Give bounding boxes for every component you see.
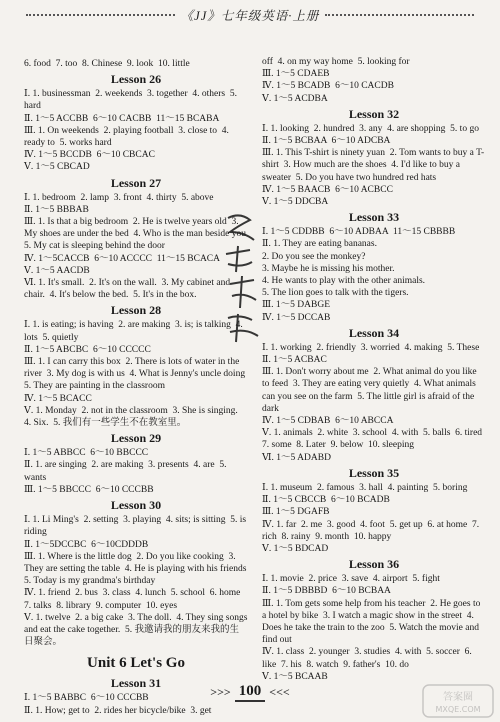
answer-line: Ⅳ. 1～5 BCACC [24,393,92,404]
answer-line: Ⅲ. 1. Don't worry about me 2. What animal do you like to feed 3. They are eating very quietly 4. What animals can you see on the farm 5. The little girl is afraid of the dark [262,367,480,414]
answer-line: Ⅲ. 1. Where is the little dog 2. Do you like cooking 3. They are setting the table 4. He is playing with his friends 5. Today is my grandma's birthday [24,551,252,587]
answer-line: off 4. on my way home 5. looking for [262,57,410,67]
answer-line: Ⅳ. 1. far 2. me 3. good 4. foot 5. get up 6. at home 7. rich 8. rainy 9. month 10. happy [262,519,482,542]
answer-line: Ⅴ. 1～5 AACDB [24,265,90,276]
answer-line: Ⅰ. 1. Li Ming's 2. setting 3. playing 4. sits; is sitting 5. is riding [24,515,249,538]
answer-line: Ⅰ. 1. museum 2. famous 3. hall 4. painting 5. boring [262,482,468,493]
header-rule-left [26,14,175,16]
lesson-heading: Lesson 26 [110,72,162,87]
header-title: 《JJ》七年级英语·上册 [180,9,320,23]
answer-line: Ⅴ. 1～5 ACDBA [262,93,328,104]
answer-line: Ⅱ. 1～5 BBBAB [24,204,89,215]
lesson-heading: Lesson 31 [110,676,162,691]
answer-line: 2. Do you see the monkey? [262,251,366,262]
answer-line: Ⅱ. 1. They are eating bananas. [262,239,377,250]
lesson-heading: Lesson 36 [348,557,400,572]
answer-line: Ⅳ. 1～5CACCB 6～10 ACCCC 11～15 BCACA [24,253,221,264]
lesson-heading: Lesson 27 [110,175,162,190]
footer-arrows-left: >>> [210,685,231,699]
answer-line: Ⅵ. 1～5 ADABD [262,452,331,463]
unit-title: Unit 6 Let's Go [87,655,185,672]
answer-line: Ⅴ. 1～5 BDCAD [262,543,329,554]
answer-line: Ⅱ. 1～5 ACCBB 6～10 CACBB 11～15 BCABA [24,113,220,124]
footer-arrows-right: <<< [269,685,290,699]
answer-line: Ⅱ. 1～5 ACBAC [262,355,327,366]
answer-line: Ⅵ. 1. It's small. 2. It's on the wall. 3. My cabinet and chair. 4. It's below the bed. 5. It's in the box. [24,278,233,301]
answer-line: 5. The lion goes to talk with the tigers. [262,288,409,299]
answer-line: Ⅳ. 1～5 BCCDB 6～10 CBCAC [24,150,155,161]
answer-line: Ⅱ. 1. are singing 2. are making 3. presents 4. are 5. wants [24,460,229,483]
answer-line: Ⅰ. 1～5 CDDBB 6～10 ADBAA 11～15 CBBBB [262,227,456,238]
svg-text:MXQE.COM: MXQE.COM [435,705,481,714]
answer-line: Ⅱ. 1. How; get to 2. rides her bicycle/bike 3. get [24,705,212,716]
answer-line: Ⅴ. 1～5 CBCAD [24,162,90,173]
answer-line: Ⅰ. 1. bedroom 2. lamp 3. front 4. thirty 5. above [24,192,214,203]
answer-line: Ⅳ. 1～5 CDBAB 6～10 ABCCA [262,416,394,427]
answer-line: Ⅳ. 1～5 BAACB 6～10 ACBCC [262,184,393,195]
header-rule-right [325,14,474,16]
answer-line: Ⅰ. 1～5 BABBC 6～10 CCCBB [24,693,149,704]
answer-line: Ⅴ. 1. twelve 2. a big cake 3. The doll. 4. They sing songs and eat the cake together. 5. 我邀请我的朋友来我的生日聚会。 [24,612,250,648]
answer-line: Ⅰ. 1. working 2. friendly 3. worried 4. making 5. These [262,342,480,353]
answer-line: 6. food 7. too 8. Chinese 9. look 10. little [24,59,190,69]
answer-line: Ⅰ. 1. is eating; is having 2. are making 3. is; is talking 4. lots 5. quietly [24,320,246,343]
lesson-heading: Lesson 32 [348,106,400,121]
answer-line: Ⅲ. 1～5 BBCCC 6～10 CCCBB [24,484,154,495]
answer-line: Ⅲ. 1. This T-shirt is ninety yuan 2. Tom wants to buy a T-shirt 3. How much are the shoes 4. I'd like to buy a sweater 5. Do you have two hundred red hats [262,148,485,183]
handwritten-marks-image [220,210,266,350]
lesson-heading: Lesson 33 [348,210,400,225]
lesson-heading: Lesson 34 [348,325,400,340]
svg-text:答案圈: 答案圈 [443,692,473,703]
answer-line: Ⅲ. 1～5 CDAEB [262,69,330,80]
answer-line: Ⅱ. 1～5 ABCBC 6～10 CCCCC [24,344,151,355]
page-header [20,6,480,24]
answer-line: 4. He wants to play with the other animals. [262,276,426,287]
answer-line: Ⅳ. 1. friend 2. bus 3. class 4. lunch 5. school 6. home 7. talks 8. library 9. computer 10. eyes [24,588,246,611]
answer-line: 3. Maybe he is missing his mother. [262,263,395,274]
answer-line: Ⅲ. 1～5 DABGE [262,300,331,311]
lesson-heading: Lesson 28 [110,303,162,318]
answer-line: Ⅴ. 1. animals 2. white 3. school 4. with 5. balls 6. tired 7. some 8. Later 9. below 10. sleeping [262,428,487,451]
answer-line: Ⅱ. 1～5 BCBAA 6～10 ADCBA [262,136,391,147]
lesson-heading: Lesson 29 [110,431,162,446]
answer-line: Ⅳ. 1～5 DCCAB [262,312,331,323]
lesson-heading: Lesson 35 [348,465,400,480]
page-number: 100 [235,683,266,702]
answer-line: Ⅲ. 1. On weekends 2. playing football 3. close to 4. ready to 5. works hard [24,125,232,149]
answer-line: Ⅱ. 1～5DCCBC 6～10CDDDB [24,539,149,550]
answer-line: Ⅲ. 1. Tom gets some help from his teacher 2. He goes to a hotel by bike 3. I watch a magic show in the street 4. Does he take the train to the zoo 5. Watch the movie and find out [262,598,483,646]
answer-line: Ⅲ. 1～5 DGAFB [262,507,330,518]
watermark-logo [422,684,494,718]
answer-line: Ⅰ. 1～5 ABBCC 6～10 BBCCC [24,448,149,459]
answer-line: Ⅴ. 1. Monday 2. not in the classroom 3. She is singing. 4. Six. 5. 我们有一些学生不在教室里。 [24,405,243,429]
answer-line: Ⅲ. 1. Is that a big bedroom 2. He is twelve years old 3. My shoes are under the bed 4. Who is the man beside you 5. My cat is sleeping behind the door [24,217,251,252]
answer-line: Ⅱ. 1～5 DBBBD 6～10 BCBAA [262,586,391,597]
lesson-heading: Lesson 30 [110,498,162,513]
right-column [262,56,486,683]
answer-line: Ⅴ. 1～5 DDCBA [262,197,329,208]
answer-line: Ⅰ. 1. businessman 2. weekends 3. together 4. others 5. hard [24,89,240,112]
answer-line: Ⅰ. 1. looking 2. hundred 3. any 4. are shopping 5. to go [262,123,479,134]
answer-line: Ⅲ. 1. I can carry this box 2. There is lots of water in the river 3. My dog is with us 4. What is Jenny's uncle doing 5. They are painting in the classroom [24,357,250,392]
answer-line: Ⅱ. 1～5 CBCCB 6～10 BCADB [262,495,390,506]
answer-line: Ⅰ. 1. movie 2. price 3. save 4. airport 5. fight [262,574,440,585]
answer-line: Ⅳ. 1～5 BCADB 6～10 CACDB [262,81,394,92]
answer-line: Ⅴ. 1～5 BCAAB [262,671,328,682]
answer-line: Ⅳ. 1. class 2. younger 3. studies 4. with 5. soccer 6. like 7. his 8. watch 9. father's 10. do [262,647,475,670]
